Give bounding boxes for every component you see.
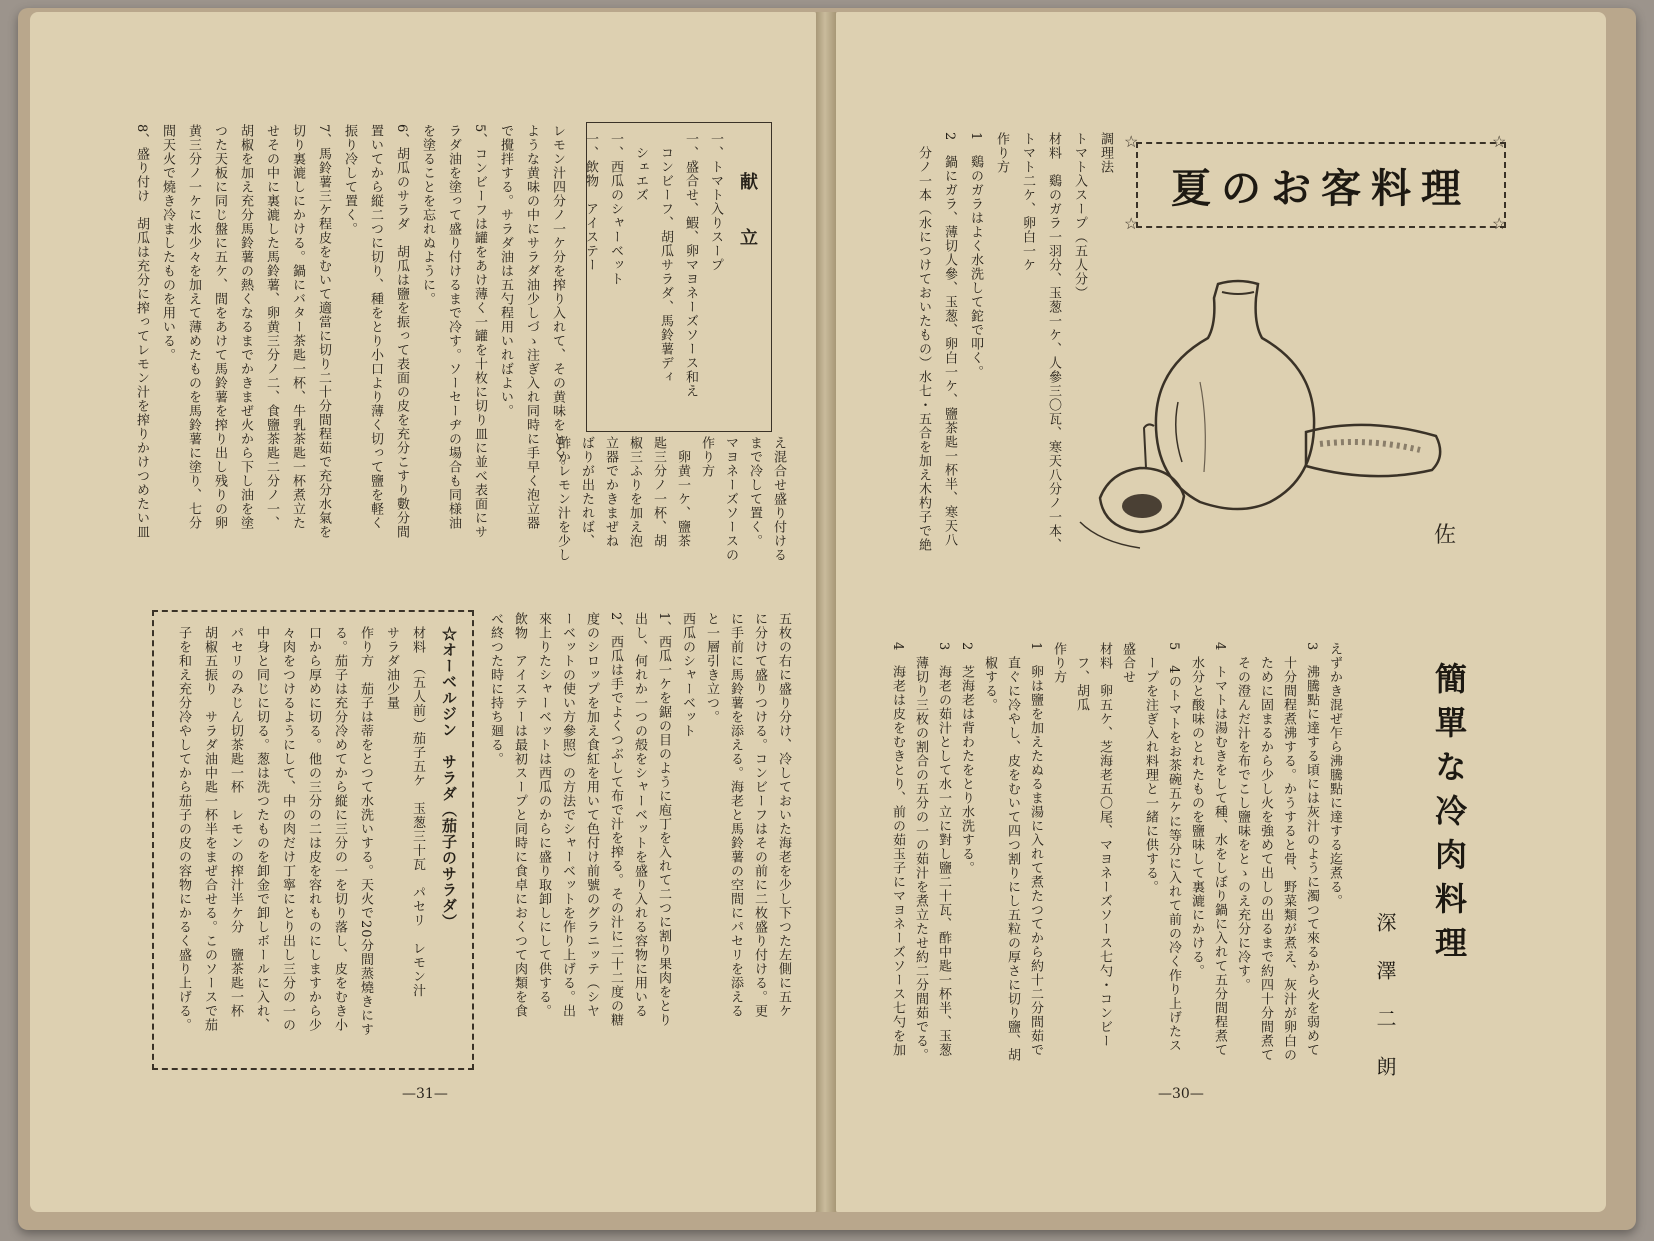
- feature-title: 簡單な冷肉料理: [1430, 662, 1468, 970]
- illustrator-signature: 佐: [1434, 523, 1457, 548]
- book-gutter: [816, 12, 836, 1212]
- page-number-left: —31—: [402, 1086, 448, 1102]
- author-name: 深澤二朗: [1373, 912, 1397, 1104]
- star-icon: ☆: [1492, 132, 1507, 151]
- aubergine-salad-body: 材料 （五人前）茄子五ケ 玉葱三十瓦 パセリ レモン汁 サラダ油少量 作り方 茄子は蒂をとつて水洗いする。天火で20分間蒸燒きにす る。茄子は充分冷めてから縦に三分の一を切り落し、皮をむき小 口から厚めに切る。他の三分の二は皮を容れものにしますから少 々肉をつけるようにして、中の肉だけ丁寧にとり出し三分の一の 中身と同じに切る。葱は洗つたものを卸金で卸しボールに入れ、 パセリのみじん切茶匙一杯 レモンの搾汁半ケ分 鹽茶匙一杯 胡椒五振り サラダ油中匙一杯半をまぜ合せる。このソースで茄 子を和え充分冷やしてから茄子の皮の容物にかるく盛り上げる。: [176, 626, 425, 1037]
- bottom-right-column: 五枚の右に盛り分け、冷しておいた海老を少し下つた左側に五ケ に分けて盛りつける。コンビーフはその前に二枚盛り付ける。更 に手前に馬鈴薯を添える。海老と馬鈴薯の空間にパセリを添える と一層引き立つ。 西瓜のシャーベット 1、西瓜一ケを鋸の目のように庖丁を入れて二つに割り果肉をとり 出し、何れか一つの殻をシャーベットを盛り入れる容物に用いる 2、西瓜は手でよくつぶして布で汁を搾る。その汁に二十二度の糖 度のシロップを加え食紅を用いて色付け前號のグラニッテ（シヤ ーベットの使い方參照）の方法でシャーベットを作り上げる。出 來上りたシャーベットは西瓜のからに盛り取卸しにして供する。 飲物 アイステーは最初スープと同時に食卓におくつて肉類を食 べ終つた時に持ち廻る。: [488, 612, 791, 1028]
- top-main-column: レモン汁四分ノ一ケ分を搾り入れて、その黄味をとく。 ような黄味の中にサラダ油少しづゝ注ぎ入れ同時に手早く泡立器 で攪拌する。サラダ油は五勺程用いればよい。 5、コンビーフは罐をあけ薄く一罐を十枚に切り皿に並べ表面にサ ラダ油を塗って盛り付けるまで冷す。ソーセーヂの場合も同様油 を塗ることを忘れぬように。 6、胡瓜のサラダ 胡瓜は鹽を振って表面の皮を充分こすり數分間 置いてから縦二つに切り、種をとり小口より薄く切って鹽を軽く 振り冷して置く。 7、馬鈴薯三ケ程皮をむいて適當に切り二十分間程茹で充分水氣を 切り裏漉しにかける。鍋にバター茶匙一杯、牛乳茶匙一杯煮立た せその中に裏漉した馬鈴薯、卵黄三分ノ二、食鹽茶匙二分ノ一、 胡椒を加え充分馬鈴薯の熱くなるまでかきまぜ火から下し油を塗 つた天板に同じ盤に五ケ、間をあけて馬鈴薯を搾り出し残りの卵 黄三分ノ一ケに水少々を加えて薄めたものを馬鈴薯に塗り、七分 間天火で燒き冷ましたものを用いる。 8、盛り付け 胡瓜は充分に搾ってレモン汁を搾りかけつめたい皿: [134, 124, 565, 540]
- star-icon: ☆: [1492, 214, 1507, 233]
- star-icon: ☆: [1124, 132, 1139, 151]
- recipe-bottom-text: えずかき混ぜ乍ら沸騰點に達する迄煮る。 3 沸騰點に達する頃には灰汁のように濁つて來るから火を弱めて 十分間程煮沸する。かうすると骨、野菜類が煮え、灰汁が卵白の ために固まるから少し火を強めて出しの出るまで約四十分間煮て その澄んだ汁を布でこし鹽味をとゝのえ充分に冷す。 4 トマトは湯むきをして種、水をしぼり鍋に入れて五分間程煮て 水分と酸味のとれたものを鹽味して裏漉にかける。 5 4のトマトをお茶碗五ケに等分に入れて前の冷く作り上げたス ープを注ぎ入れ料理と一緒に供する。 盛合せ 材料 卵五ケ、芝海老五〇尾、マヨネーズソース七勺・コンビー フ、胡瓜 作り方 1 卵は鹽を加えたぬるま湯に入れて煮たつてから約十二分間茹で 直ぐに冷やし、皮をむいて四つ割りにし五粒の厚さに切り鹽、胡 椒する。 2 芝海老は背わたをとり水洗する。 3 海老の茹汁として水一立に對し鹽二十瓦、酢中匙一杯半、玉葱 薄切り三枚の割合の五分の一の茹汁を煮立たせ約二分間茹でる。 4 海老は皮をむきとり、前の茹玉子にマヨネーズソース七勺を加: [890, 642, 1342, 1062]
- top-mid-column: え混合せ盛り付ける まで冷して置く。 マヨネーズソースの 作り方 卵黄一ケ、鹽茶 匙三分ノ一杯、胡 椒三ふりを加え泡 立器でかきまぜね ばりが出たれば、 酢かレモン汁を少し: [555, 436, 786, 562]
- sake-bottle-illustration: [1050, 262, 1450, 562]
- recipe-top-text: 調理法 トマト入スープ（五人分） 材料 鷄のガラ一羽分、玉葱一ケ、人參三〇瓦、寒天八分ノ一本、 トマト二ケ、卵白一ケ 作り方 1 鷄のガラはよく水洗して鉈で叩く。 2 鍋にガラ、薄切人參、玉葱、卵白一ケ、鹽茶匙一杯半、寒天八 分ノ一本（水につけておいたもの）水七・五合を加え木杓子で絶: [916, 132, 1113, 552]
- page-number-right: —30—: [1158, 1086, 1204, 1102]
- aubergine-salad-title: ☆オーベルジン サラダ（茄子のサラダ）: [440, 626, 458, 930]
- right-page: [836, 12, 1606, 1212]
- title-frame: [1136, 142, 1506, 228]
- page-title: 夏のお客料理: [1171, 165, 1471, 212]
- star-icon: ☆: [1124, 214, 1139, 233]
- menu-items: 一、トマト入りスープ 一、盛合せ、鰕、卵マヨネーズソース和え コンビーフ、胡瓜サラダ、馬鈴薯ディ シェエズ 一、西瓜のシャーベット 一、飲物 アイステー: [583, 132, 723, 398]
- left-page: [30, 12, 816, 1212]
- menu-heading: 献 立: [737, 172, 758, 256]
